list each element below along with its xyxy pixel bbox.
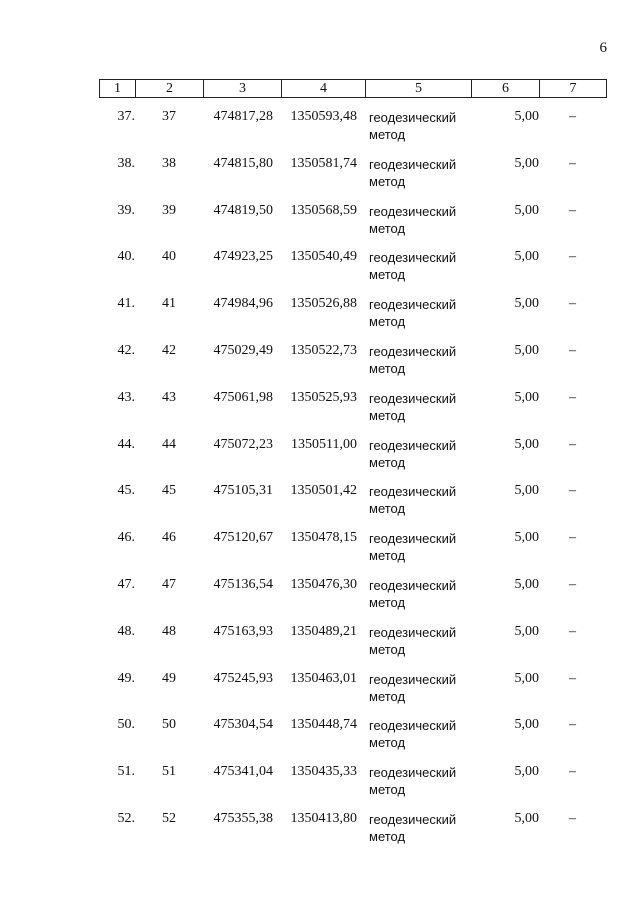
row-number: 41. <box>117 296 135 312</box>
precision: 5,00 <box>514 717 539 733</box>
row-number: 39. <box>117 202 135 218</box>
method: геодезический метод <box>369 577 457 610</box>
note: – <box>569 483 576 499</box>
precision: 5,00 <box>514 296 539 312</box>
coord-x: 475163,93 <box>213 623 273 639</box>
note: – <box>569 623 576 639</box>
coord-y: 1350489,21 <box>290 623 357 639</box>
note: – <box>569 530 576 546</box>
coord-x: 475355,38 <box>213 810 273 826</box>
note: – <box>569 717 576 733</box>
method: геодезический метод <box>369 250 457 283</box>
coord-x: 475061,98 <box>213 389 273 405</box>
note: – <box>569 155 576 171</box>
method: геодезический метод <box>369 343 457 376</box>
precision: 5,00 <box>514 109 539 124</box>
row-number: 50. <box>117 717 135 733</box>
table-row <box>99 153 606 200</box>
note: – <box>569 296 576 312</box>
precision: 5,00 <box>514 530 539 546</box>
precision: 5,00 <box>514 764 539 780</box>
row-number: 45. <box>117 483 135 499</box>
row-number: 46. <box>117 530 135 546</box>
table-row <box>99 714 606 761</box>
method: геодезический метод <box>369 531 457 564</box>
coord-y: 1350511,00 <box>291 436 357 452</box>
note: – <box>569 202 576 218</box>
header-col-6: 6 <box>472 80 540 98</box>
header-col-2: 2 <box>136 80 204 98</box>
coord-x: 475029,49 <box>213 342 273 358</box>
coord-x: 475120,67 <box>213 530 273 546</box>
row-number: 38. <box>117 155 135 171</box>
method: геодезический метод <box>369 390 457 423</box>
table-row <box>99 246 606 293</box>
point-id: 49 <box>162 670 176 686</box>
table-row <box>99 527 606 574</box>
coord-x: 475304,54 <box>213 717 273 733</box>
coord-x: 474817,28 <box>213 109 273 124</box>
coord-x: 475072,23 <box>213 436 273 452</box>
coordinates-table-body <box>99 106 606 855</box>
header-col-4: 4 <box>282 80 366 98</box>
row-number: 52. <box>117 810 135 826</box>
note: – <box>569 389 576 405</box>
coord-x: 475105,31 <box>213 483 273 499</box>
coord-y: 1350581,74 <box>290 155 357 171</box>
coord-x: 475136,54 <box>213 576 273 592</box>
point-id: 41 <box>162 296 176 312</box>
row-number: 44. <box>117 436 135 452</box>
row-number: 43. <box>117 389 135 405</box>
coord-x: 474819,50 <box>213 202 273 218</box>
note: – <box>569 436 576 452</box>
header-col-1: 1 <box>100 80 136 98</box>
precision: 5,00 <box>514 810 539 826</box>
coord-x: 474923,25 <box>213 249 273 265</box>
precision: 5,00 <box>514 436 539 452</box>
table-row <box>99 200 606 247</box>
precision: 5,00 <box>514 249 539 265</box>
coord-x: 474815,80 <box>213 155 273 171</box>
row-number: 42. <box>117 342 135 358</box>
coord-x: 474984,96 <box>213 296 273 312</box>
coord-x: 475341,04 <box>213 764 273 780</box>
note: – <box>569 249 576 265</box>
column-number-header <box>99 79 607 98</box>
table-row <box>99 293 606 340</box>
point-id: 38 <box>162 155 176 171</box>
method: геодезический метод <box>369 297 457 330</box>
table-row <box>99 668 606 715</box>
note: – <box>569 764 576 780</box>
coord-y: 1350540,49 <box>290 249 357 265</box>
method: геодезический метод <box>369 110 457 142</box>
precision: 5,00 <box>514 670 539 686</box>
header-col-3: 3 <box>204 80 282 98</box>
point-id: 40 <box>162 249 176 265</box>
row-number: 48. <box>117 623 135 639</box>
table-row <box>99 106 606 153</box>
table-row <box>99 808 606 855</box>
coord-y: 1350501,42 <box>290 483 357 499</box>
method: геодезический метод <box>369 811 457 844</box>
point-id: 45 <box>162 483 176 499</box>
table-row <box>99 434 606 481</box>
note: – <box>569 810 576 826</box>
method: геодезический метод <box>369 156 457 189</box>
method: геодезический метод <box>369 624 457 657</box>
point-id: 44 <box>162 436 176 452</box>
point-id: 42 <box>162 342 176 358</box>
point-id: 46 <box>162 530 176 546</box>
precision: 5,00 <box>514 483 539 499</box>
coord-y: 1350526,88 <box>290 296 357 312</box>
precision: 5,00 <box>514 155 539 171</box>
method: геодезический метод <box>369 765 457 798</box>
coord-y: 1350593,48 <box>290 109 357 124</box>
row-number: 40. <box>117 249 135 265</box>
coord-y: 1350568,59 <box>290 202 357 218</box>
table-row <box>99 387 606 434</box>
precision: 5,00 <box>514 202 539 218</box>
coord-y: 1350463,01 <box>290 670 357 686</box>
row-number: 47. <box>117 576 135 592</box>
method: геодезический метод <box>369 484 457 517</box>
point-id: 48 <box>162 623 176 639</box>
point-id: 43 <box>162 389 176 405</box>
point-id: 39 <box>162 202 176 218</box>
note: – <box>569 342 576 358</box>
header-col-7: 7 <box>540 80 607 98</box>
table-row <box>99 574 606 621</box>
coord-y: 1350522,73 <box>290 342 357 358</box>
row-number: 49. <box>117 670 135 686</box>
point-id: 37 <box>162 109 176 124</box>
point-id: 50 <box>162 717 176 733</box>
note: – <box>569 109 576 124</box>
precision: 5,00 <box>514 623 539 639</box>
table-row <box>99 480 606 527</box>
point-id: 47 <box>162 576 176 592</box>
row-number: 37. <box>117 109 135 124</box>
header-col-5: 5 <box>366 80 472 98</box>
coord-y: 1350476,30 <box>290 576 357 592</box>
precision: 5,00 <box>514 342 539 358</box>
method: геодезический метод <box>369 671 457 704</box>
note: – <box>569 576 576 592</box>
page-number: 6 <box>599 40 607 56</box>
table-row <box>99 761 606 808</box>
precision: 5,00 <box>514 389 539 405</box>
method: геодезический метод <box>369 718 457 751</box>
point-id: 52 <box>162 810 176 826</box>
coord-y: 1350413,80 <box>290 810 357 826</box>
coord-x: 475245,93 <box>213 670 273 686</box>
coord-y: 1350478,15 <box>290 530 357 546</box>
precision: 5,00 <box>514 576 539 592</box>
row-number: 51. <box>117 764 135 780</box>
point-id: 51 <box>162 764 176 780</box>
table-row <box>99 340 606 387</box>
table-row <box>99 621 606 668</box>
note: – <box>569 670 576 686</box>
coord-y: 1350525,93 <box>290 389 357 405</box>
method: геодезический метод <box>369 437 457 470</box>
coord-y: 1350448,74 <box>290 717 357 733</box>
coord-y: 1350435,33 <box>290 764 357 780</box>
method: геодезический метод <box>369 203 457 236</box>
